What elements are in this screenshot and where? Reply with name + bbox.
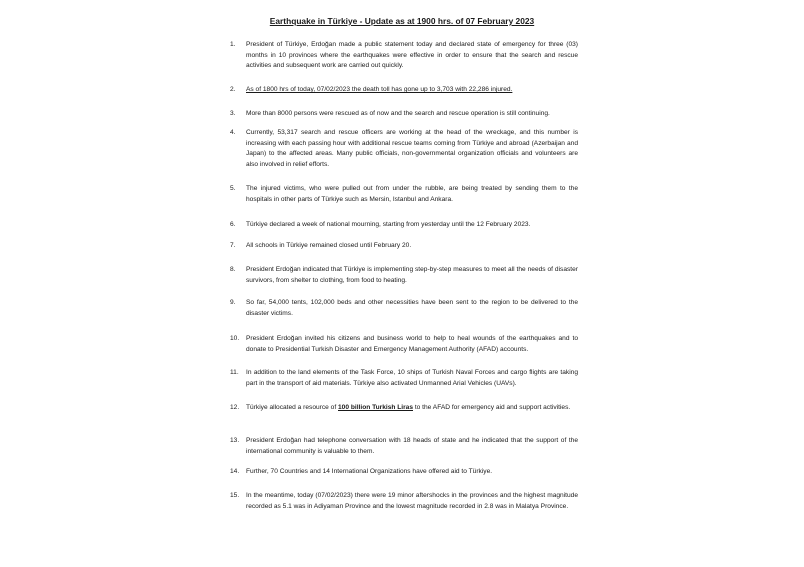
item-text: President Erdoğan invited his citizens and business world to help to heal wounds of the earthquakes and to donate to Presidential Turkish Disaster and Emergency Management Authority (AFAD) accounts. bbox=[246, 335, 578, 353]
item-number: 11. bbox=[230, 369, 239, 376]
item-number: 3. bbox=[230, 110, 236, 117]
item-text: Further, 70 Countries and 14 International Organizations have offered aid to Türkiye. bbox=[246, 468, 493, 475]
item-text: More than 8000 persons were rescued as of now and the search and rescue operation is still continuing. bbox=[246, 110, 550, 117]
item-number: 14. bbox=[230, 468, 240, 475]
item-text: So far, 54,000 tents, 102,000 beds and other necessities have been sent to the region to be delivered to the disaster victims. bbox=[246, 299, 578, 317]
item-text: As of 1800 hrs of today, 07/02/2023 the death toll has gone up to 3,703 with 22,286 injured. bbox=[246, 86, 513, 93]
item-text-before: Türkiye allocated a resource of bbox=[246, 404, 338, 411]
item-number: 10. bbox=[230, 335, 240, 342]
item-number: 15. bbox=[230, 492, 240, 499]
item-number: 9. bbox=[230, 299, 236, 306]
item-number: 6. bbox=[230, 221, 236, 228]
item-text: All schools in Türkiye remained closed until February 20. bbox=[246, 242, 412, 249]
item-text: President of Türkiye, Erdoğan made a public statement today and declared state of emergency for three (03) months in 10 provinces where the earthquakes were effective in order to ensure that the search and rescue activities and subsequent work are carried out quickly. bbox=[246, 41, 578, 69]
item-text: Türkiye declared a week of national mourning, starting from yesterday until the 12 February 2023. bbox=[246, 221, 531, 228]
item-number: 8. bbox=[230, 266, 236, 273]
item-number: 13. bbox=[230, 437, 240, 444]
highlighted-amount: 100 billion Turkish Liras bbox=[338, 404, 413, 411]
item-text: In the meantime, today (07/02/2023) there were 19 minor aftershocks in the provinces and the highest magnitude recorded as 5.1 was in Adiyaman Province and the lowest magnitude recorded in 2.8 was in Malatya Province. bbox=[246, 492, 578, 510]
item-text: In addition to the land elements of the Task Force, 10 ships of Turkish Naval Forces and cargo flights are taking part in the transport of aid materials. Türkiye also activated Unmanned Arial Vehicles (UAVs). bbox=[246, 369, 578, 387]
item-number: 1. bbox=[230, 41, 236, 48]
item-text: Currently, 53,317 search and rescue officers are working at the head of the wreckage, and this number is increasing with each passing hour with additional rescue teams coming from Türkiye and abroad (Azerbaijan and Japan) to the affected areas. Many public officials, non-governmental organization officials and volunteers are also involved in relief efforts. bbox=[246, 129, 578, 168]
item-number: 5. bbox=[230, 185, 236, 192]
item-text: The injured victims, who were pulled out from under the rubble, are being treated by sending them to the hospitals in other parts of Türkiye such as Mersin, Istanbul and Ankara. bbox=[246, 185, 578, 203]
item-text-after: to the AFAD for emergency aid and support activities. bbox=[413, 404, 571, 411]
item-text bbox=[246, 403, 578, 414]
item-number: 2. bbox=[230, 86, 236, 93]
item-number: 12. bbox=[230, 404, 240, 411]
document-title: Earthquake in Türkiye - Update as at 1900 hrs. of 07 February 2023 bbox=[269, 16, 535, 26]
item-number: 4. bbox=[230, 129, 236, 136]
item-text: President Erdoğan indicated that Türkiye is implementing step-by-step measures to meet all the needs of disaster survivors, from shelter to clothing, from food to heating. bbox=[246, 266, 578, 284]
item-text: President Erdoğan had telephone conversation with 18 heads of state and he indicated that the support of the international community is valuable to them. bbox=[246, 437, 578, 455]
item-number: 7. bbox=[230, 242, 236, 249]
